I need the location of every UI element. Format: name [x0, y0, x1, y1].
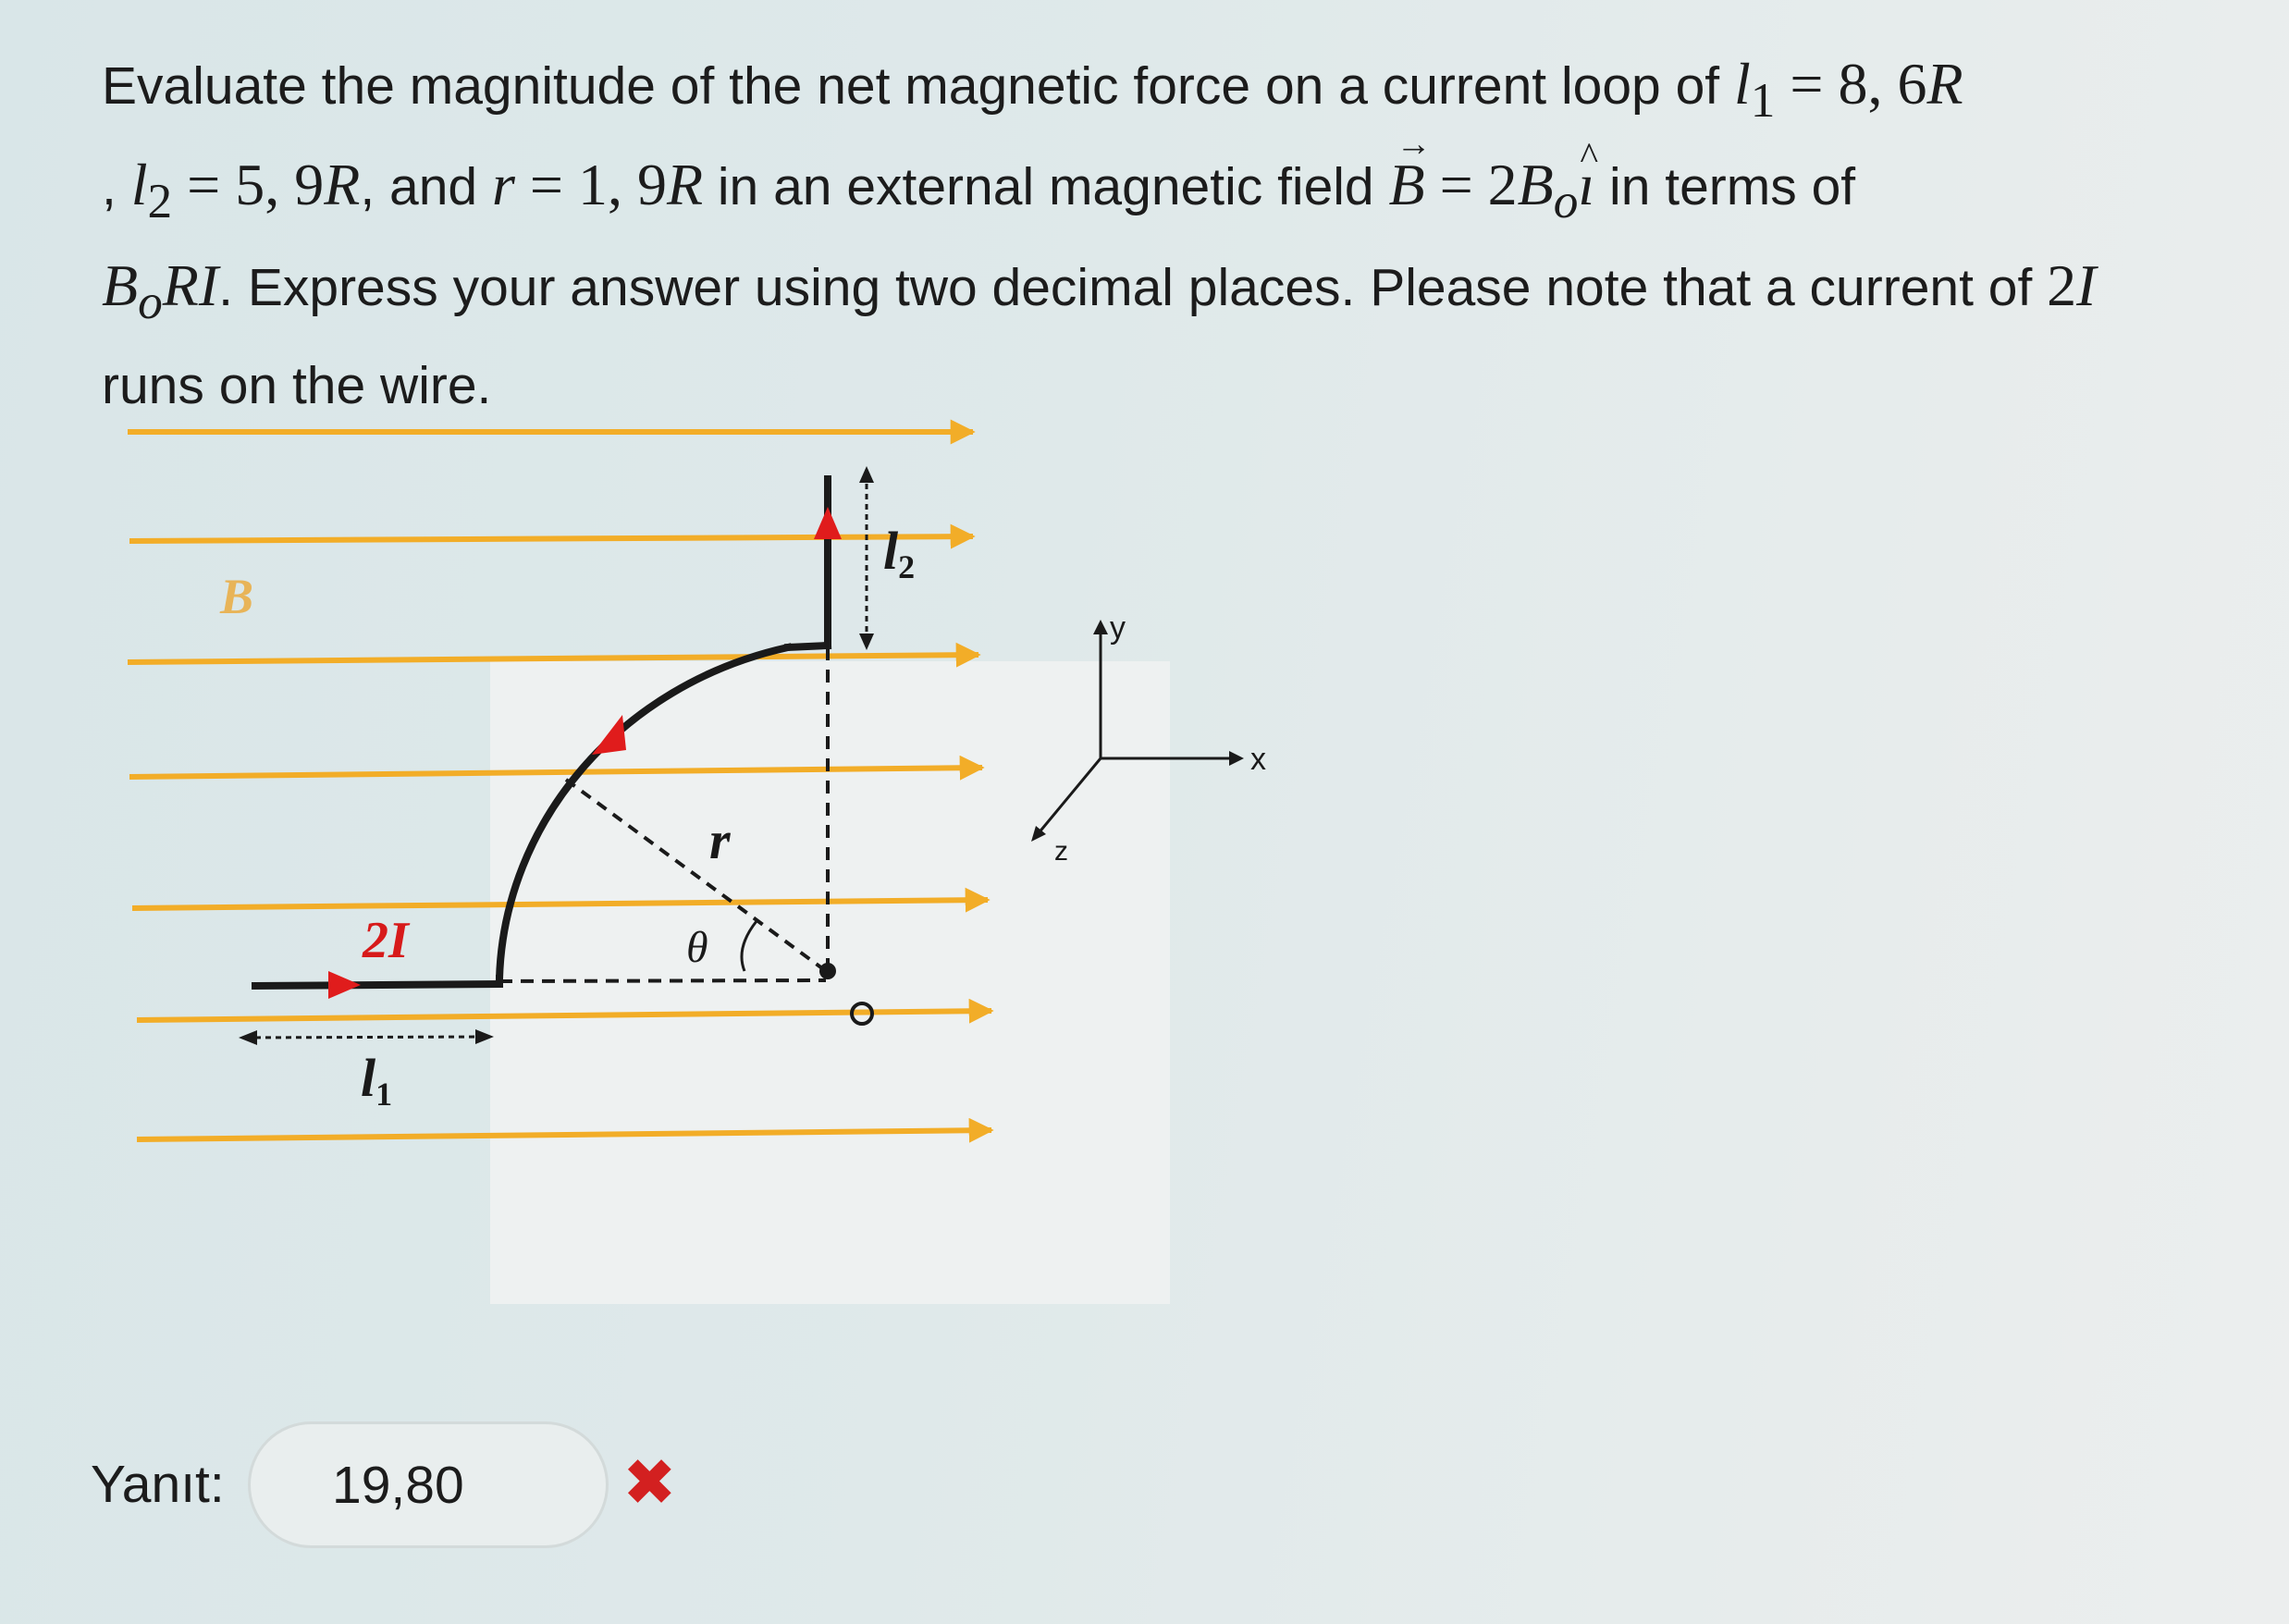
z-axis: [1038, 758, 1101, 834]
math-R: R: [666, 151, 704, 217]
l1-label: [361, 1048, 392, 1113]
x-axis-arrowhead: [1229, 751, 1244, 766]
math-l1-sub: 1: [1750, 71, 1776, 128]
field-lines: [128, 432, 991, 1139]
l2-arrowhead-top: [859, 466, 874, 483]
field-line: [129, 768, 982, 777]
math-l2-symbol: l: [130, 151, 148, 217]
question-segment: in an external magnetic field: [703, 156, 1389, 216]
math-l1-symbol: l: [1733, 51, 1751, 117]
field-label: B: [220, 569, 254, 624]
cross-icon: ✖: [622, 1446, 677, 1519]
question-segment: Evaluate the magnitude of the net magnetic force on a current loop of: [102, 56, 1734, 116]
math-l2-value: = 5, 9: [172, 151, 325, 217]
math-B: B: [1517, 151, 1554, 217]
wire-segment-l1: [255, 984, 499, 986]
current-arrow: [814, 507, 842, 539]
math-l1-value: = 8, 6: [1775, 51, 1927, 117]
math-2: 2: [2047, 252, 2077, 318]
question-segment: in terms of: [1594, 156, 1856, 216]
current-arrow: [328, 971, 361, 999]
theta-label: θ: [686, 923, 708, 972]
math-B-vector: → B: [1388, 142, 1424, 228]
math-I: I: [2076, 252, 2097, 318]
l2-symbol: l: [883, 521, 899, 581]
math-o-sub: o: [1553, 172, 1579, 228]
origin-point: [819, 963, 836, 979]
math-r-value: = 1, 9: [514, 151, 667, 217]
x-axis-label: x: [1250, 742, 1266, 777]
math-i-hat: ^ ı: [1578, 142, 1594, 228]
l1-symbol: l: [361, 1048, 376, 1108]
math-r-symbol: r: [491, 151, 515, 217]
z-axis-label: z: [1054, 836, 1068, 867]
wire-arc: [499, 647, 788, 978]
y-axis-arrowhead: [1093, 620, 1108, 634]
math-RI: RI: [162, 252, 219, 318]
answer-input[interactable]: [248, 1421, 609, 1548]
field-line: [137, 1011, 991, 1020]
theta-arc: [742, 921, 757, 971]
current-arrow: [592, 715, 626, 755]
question-segment: , and: [360, 156, 492, 216]
math-B: B: [102, 252, 139, 318]
l2-arrowhead-bottom: [859, 634, 874, 650]
l1-arrowhead-right: [475, 1029, 494, 1044]
field-line: [137, 1130, 991, 1139]
r-label: r: [709, 810, 731, 870]
baseline-dashed: [499, 980, 826, 981]
math-R: R: [1926, 51, 1963, 117]
l2-sub: 2: [898, 548, 916, 585]
math-R: R: [324, 151, 361, 217]
answer-label: Yanıt:: [91, 1455, 225, 1514]
wire-step: [788, 646, 828, 647]
field-line: [129, 536, 973, 541]
question-segment: runs on the wire.: [102, 356, 492, 416]
l1-dimension: [245, 1037, 486, 1038]
math-o-sub: o: [138, 273, 163, 329]
field-line: [128, 655, 978, 662]
l2-label: [883, 521, 915, 585]
coordinate-axes: [1038, 631, 1235, 834]
question-segment: ,: [102, 156, 131, 216]
question-segment: . Express your answer using two decimal places. Please note that a current of: [218, 257, 2048, 317]
field-line: [132, 900, 988, 908]
l1-sub: 1: [375, 1076, 393, 1113]
math-eq: = 2: [1424, 151, 1518, 217]
math-l2-sub: 2: [147, 172, 173, 228]
y-axis-label: y: [1110, 610, 1126, 646]
current-label: 2I: [363, 912, 409, 969]
l1-arrowhead-left: [239, 1030, 257, 1045]
